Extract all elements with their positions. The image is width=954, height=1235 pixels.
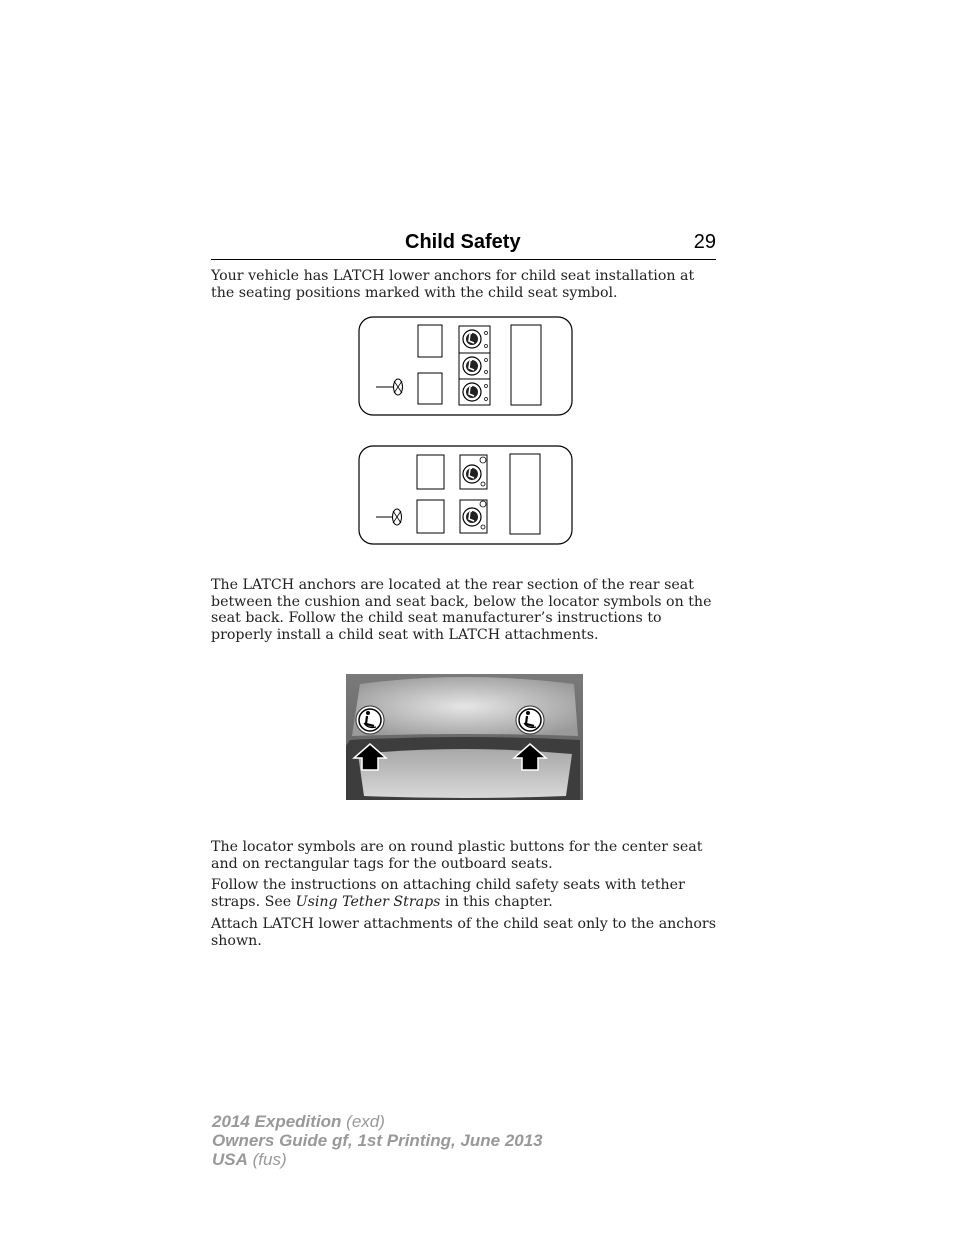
child-seat-icon	[463, 330, 481, 348]
section-title: Child Safety	[405, 231, 521, 253]
child-seat-icon	[463, 508, 481, 526]
rear-seat-locator-photo	[346, 674, 583, 800]
child-seat-icon	[516, 706, 544, 734]
tether-straps-reference: Using Tether Straps	[295, 893, 441, 910]
third-row-bench	[510, 454, 540, 534]
page-footer	[212, 1112, 543, 1169]
tether-text-end: in this chapter.	[440, 893, 553, 910]
page-header	[211, 229, 716, 260]
tether-text-start: Follow the instructions on attaching child safety seats with tether straps. See	[211, 877, 685, 910]
front-seat-left	[418, 325, 442, 357]
child-seat-icon	[463, 383, 481, 401]
intro-paragraph: Your vehicle has LATCH lower anchors for child seat installation at the seating positions marked with the child seat symbol.	[211, 268, 695, 301]
footer-line-model	[212, 1112, 543, 1131]
footer-line-printing: Owners Guide gf, 1st Printing, June 2013	[212, 1131, 543, 1150]
child-seat-icon	[356, 706, 384, 734]
child-seat-icon	[463, 465, 481, 483]
footer-model: 2014 Expedition	[212, 1112, 342, 1131]
front-seat-right	[418, 373, 442, 404]
footer-line-market	[212, 1150, 543, 1169]
front-seat-left	[417, 455, 444, 489]
page-number: 29	[693, 231, 716, 253]
seating-diagram-three-anchors	[358, 316, 573, 417]
latch-location-paragraph: The LATCH anchors are located at the rear section of the rear seat between the cushion and seat back, below the locator symbols on the seat back. Follow the child seat manufacturer’s instructions to properly install a child seat with LATCH attachments.	[211, 577, 712, 643]
third-row-bench	[511, 325, 541, 405]
child-seat-icon	[463, 357, 481, 375]
footer-market-code: (fus)	[247, 1150, 287, 1169]
seating-diagram-two-anchors	[358, 445, 573, 546]
locator-symbols-paragraph: The locator symbols are on round plastic buttons for the center seat and on rectangular tags for the outboard seats.	[211, 839, 703, 872]
footer-market: USA	[212, 1150, 248, 1169]
tether-instructions-paragraph	[211, 877, 719, 910]
footer-model-code: (exd)	[341, 1112, 385, 1131]
attach-latch-paragraph: Attach LATCH lower attachments of the child seat only to the anchors shown.	[211, 916, 716, 949]
front-seat-right	[417, 500, 444, 533]
